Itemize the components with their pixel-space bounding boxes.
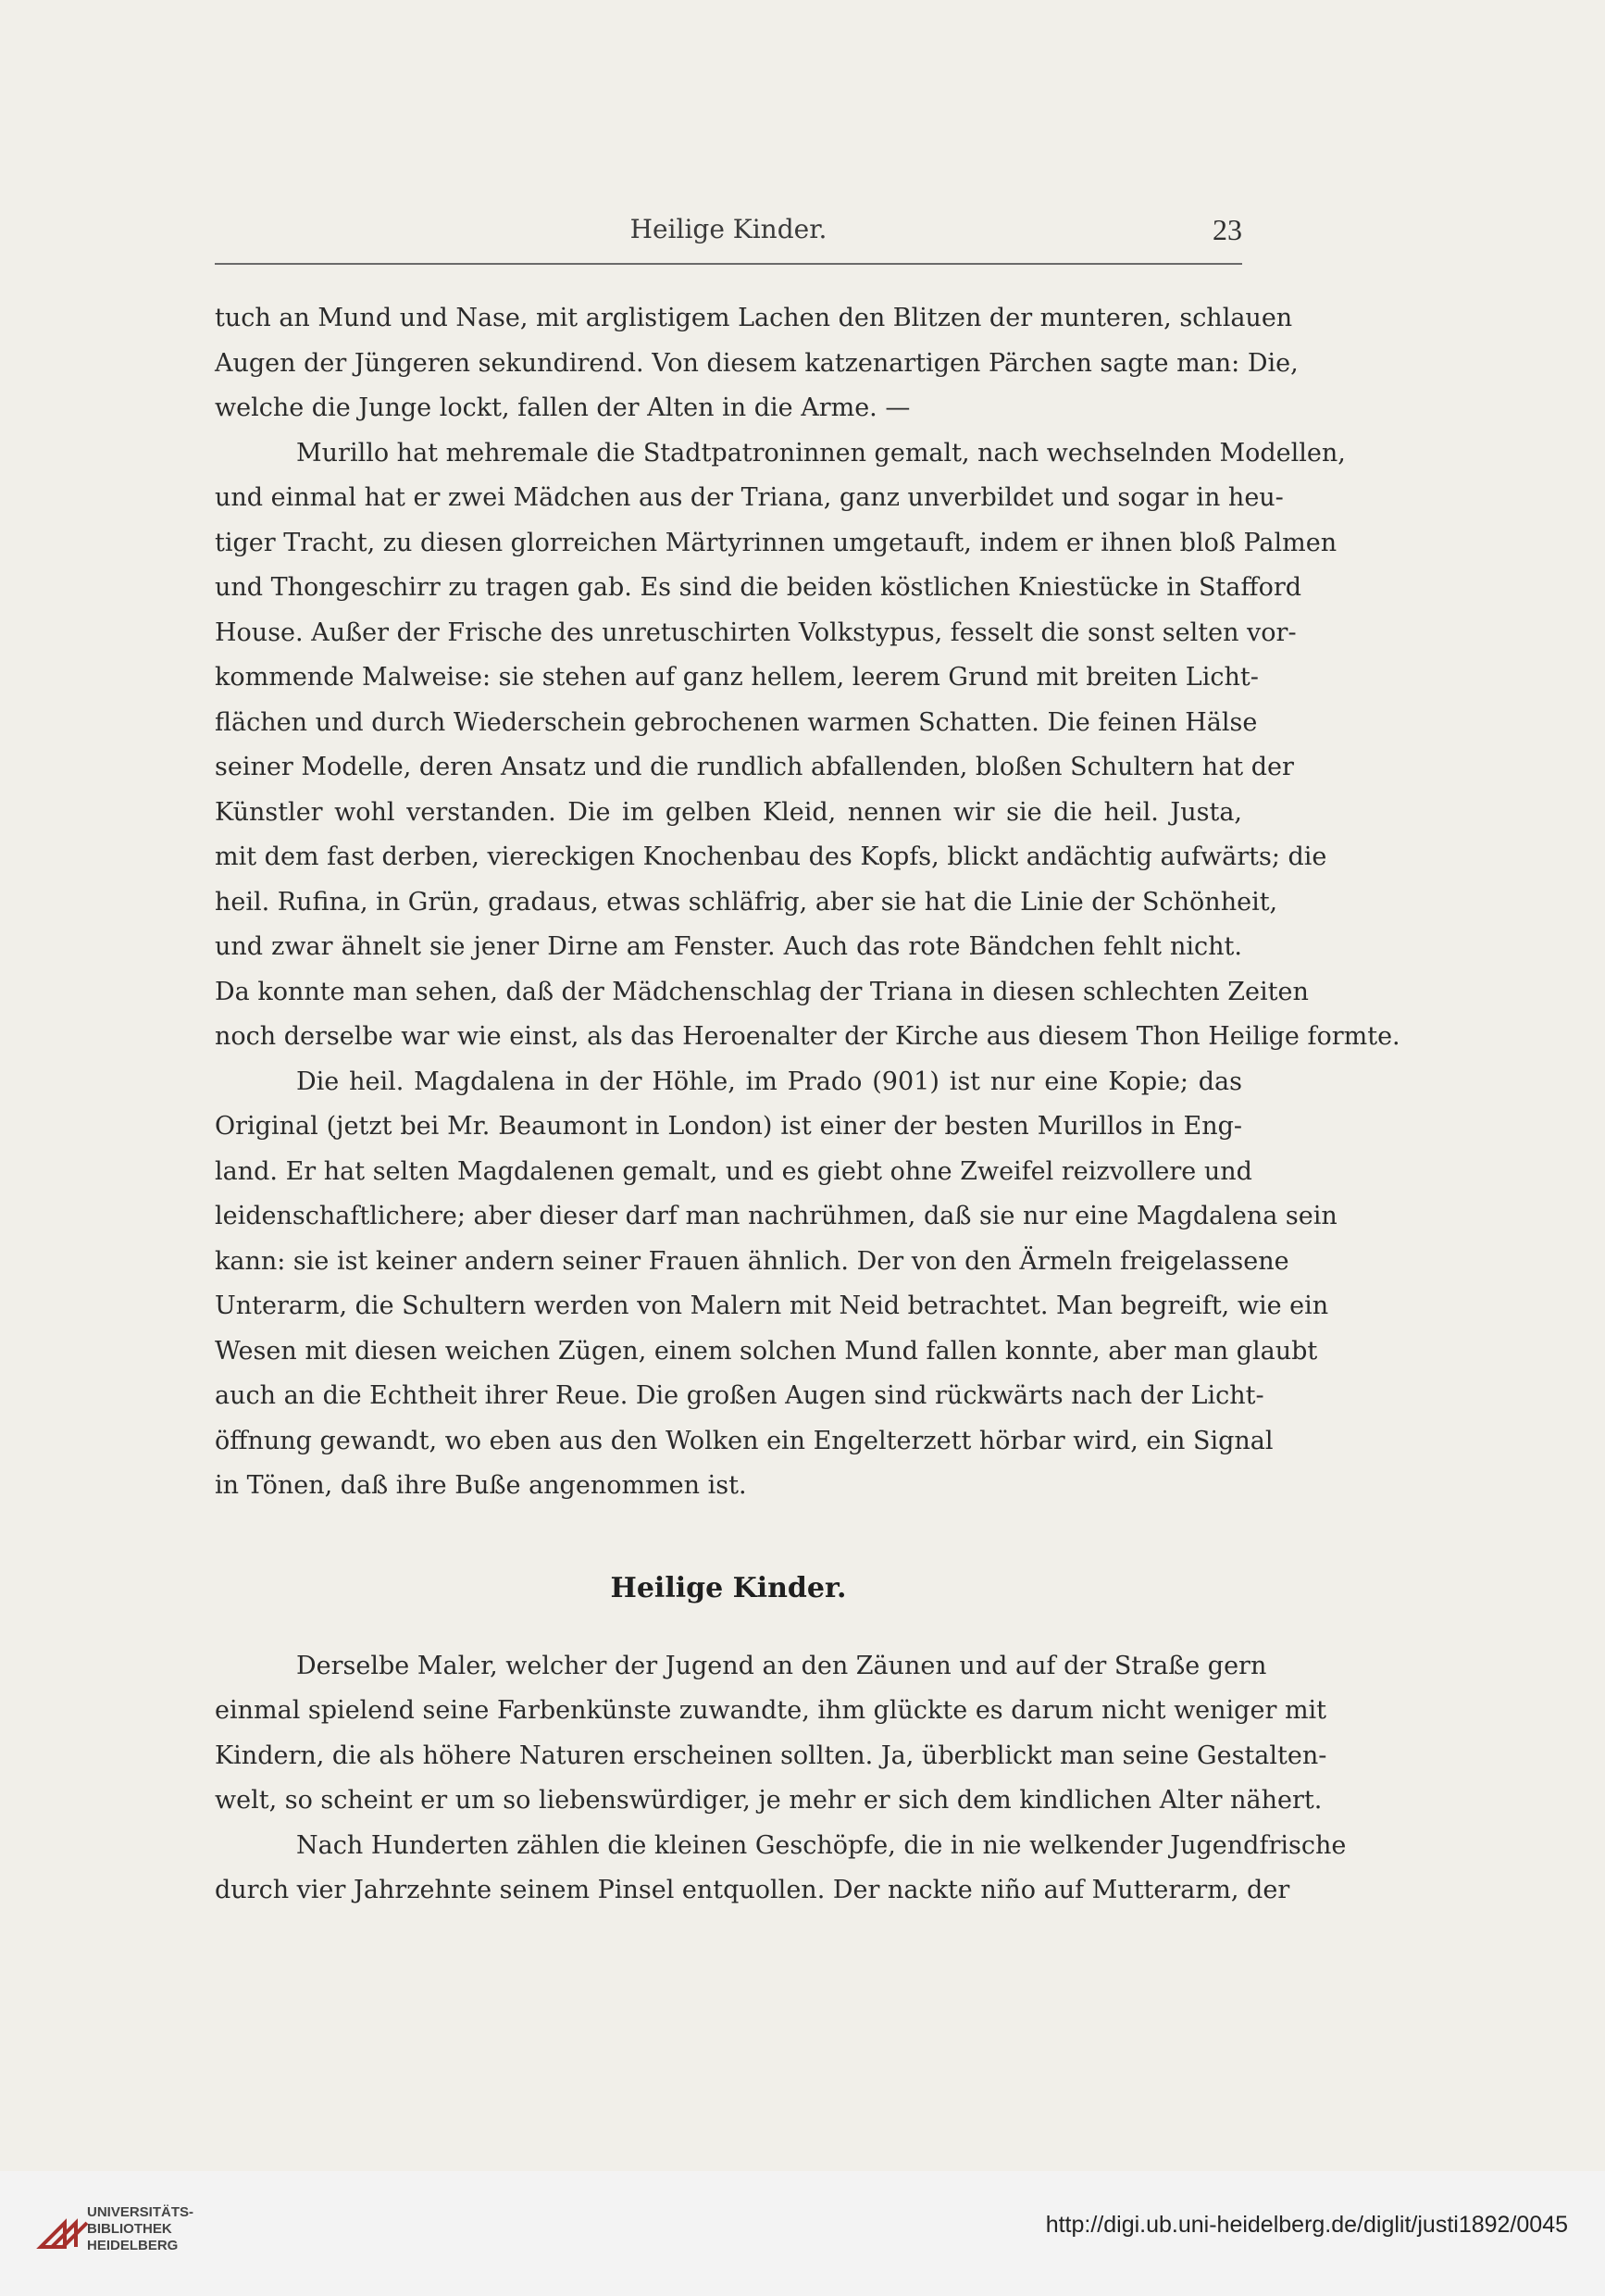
- text-line: in Tönen, daß ihre Buße angenommen ist.: [215, 1471, 747, 1500]
- text-line: tiger Tracht, zu diesen glorreichen Märtyrinnen umgetauft, indem er ihnen bloß Palmen: [215, 528, 1338, 557]
- text-line: Derselbe Maler, welcher der Jugend an den Zäunen und auf der Straße gern: [296, 1651, 1267, 1680]
- body-text: [215, 296, 1400, 1914]
- text-line: Original (jetzt bei Mr. Beaumont in London) ist einer der besten Murillos in Eng-: [215, 1112, 1242, 1141]
- text-line: noch derselbe war wie einst, als das Heroenalter der Kirche aus diesem Thon Heilige formte.: [215, 1022, 1400, 1051]
- text-line: auch an die Echtheit ihrer Reue. Die großen Augen sind rückwärts nach der Licht-: [215, 1381, 1264, 1410]
- text-line: seiner Modelle, deren Ansatz und die rundlich abfallenden, bloßen Schultern hat der: [215, 753, 1294, 781]
- footer-bar: [0, 2171, 1605, 2296]
- text-line: tuch an Mund und Nase, mit arglistigem Lachen den Blitzen der munteren, schlauen: [215, 304, 1293, 332]
- text-line: flächen und durch Wiederschein gebrochenen warmen Schatten. Die feinen Hälse: [215, 707, 1258, 737]
- text-line: Wesen mit diesen weichen Zügen, einem solchen Mund fallen konnte, aber man glaubt: [215, 1336, 1318, 1366]
- page-number: 23: [1213, 213, 1242, 246]
- text-line: und einmal hat er zwei Mädchen aus der Triana, ganz unverbildet und sogar in heu-: [215, 483, 1284, 512]
- text-line: einmal spielend seine Farbenkünste zuwandte, ihm glückte es darum nicht weniger mit: [215, 1696, 1327, 1725]
- text-line: Nach Hunderten zählen die kleinen Geschöpfe, die in nie welkender Jugendfrische: [296, 1830, 1347, 1860]
- library-name: [87, 2204, 193, 2254]
- section-gap: [215, 1509, 1242, 1561]
- text-line: kann: sie ist keiner andern seiner Frauen ähnlich. Der von den Ärmeln freigelassene: [215, 1246, 1289, 1276]
- library-name-line-3: HEIDELBERG: [87, 2238, 179, 2253]
- text-line: heil. Rufina, in Grün, gradaus, etwas schläfrig, aber sie hat die Linie der Schönheit,: [215, 887, 1278, 917]
- text-line: Kindern, die als höhere Naturen erscheinen sollten. Ja, überblickt man seine Gestalten-: [215, 1741, 1327, 1770]
- text-line: und Thongeschirr zu tragen gab. Es sind die beiden köstlichen Kniestücke in Stafford: [215, 573, 1302, 602]
- text-line: durch vier Jahrzehnte seinem Pinsel entquollen. Der nackte niño auf Mutterarm, der: [215, 1876, 1290, 1904]
- header-rule: [215, 263, 1242, 265]
- body-lines: [215, 296, 1400, 1509]
- text-line: kommende Malweise: sie stehen auf ganz hellem, leerem Grund mit breiten Licht-: [215, 663, 1259, 692]
- page-header: [215, 211, 1242, 263]
- text-line: Unterarm, die Schultern werden von Malern mit Neid betrachtet. Man begreift, wie ein: [215, 1292, 1329, 1320]
- text-line: Da konnte man sehen, daß der Mädchenschlag der Triana in diesen schlechten Zeiten: [215, 977, 1309, 1006]
- running-title: Heilige Kinder.: [629, 214, 827, 244]
- text-line: welt, so scheint er um so liebenswürdiger, je mehr er sich dem kindlichen Alter nähert.: [215, 1786, 1323, 1815]
- permalink-url[interactable]: http://digi.ub.uni-heidelberg.de/diglit/justi1892/0045: [1045, 2212, 1568, 2238]
- text-line: House. Außer der Frische des unretuschirten Volkstypus, fesselt die sonst selten vor-: [215, 618, 1297, 647]
- section-lines: [215, 1644, 1347, 1914]
- library-name-line-1: UNIVERSITÄTS-: [87, 2204, 194, 2220]
- text-line: welche die Junge lockt, fallen der Alten in die Arme. —: [215, 393, 911, 422]
- library-name-line-2: BIBLIOTHEK: [87, 2221, 172, 2237]
- text-line: und zwar ähnelt sie jener Dirne am Fenster. Auch das rote Bändchen fehlt nicht.: [215, 932, 1242, 961]
- text-line: Künstler wohl verstanden. Die im gelben Kleid, nennen wir sie die heil. Justa,: [215, 797, 1242, 827]
- text-line: öffnung gewandt, wo eben aus den Wolken ein Engelterzett hörbar wird, ein Signal: [215, 1426, 1274, 1455]
- text-line: land. Er hat selten Magdalenen gemalt, und es giebt ohne Zweifel reizvollere und: [215, 1156, 1252, 1186]
- text-line: Augen der Jüngeren sekundirend. Von diesem katzenartigen Pärchen sagte man: Die,: [215, 348, 1299, 378]
- text-line: Murillo hat mehremale die Stadtpatroninnen gemalt, nach wechselnden Modellen,: [296, 438, 1346, 468]
- text-line: leidenschaftlichere; aber dieser darf man nachrühmen, daß sie nur eine Magdalena sein: [215, 1202, 1338, 1230]
- section-heading: Heilige Kinder.: [610, 1571, 847, 1604]
- heading-gap: [215, 1616, 1242, 1644]
- text-line: Die heil. Magdalena in der Höhle, im Prado (901) ist nur eine Kopie; das: [296, 1067, 1242, 1096]
- text-line: mit dem fast derben, viereckigen Knochenbau des Kopfs, blickt andächtig aufwärts; die: [215, 842, 1327, 871]
